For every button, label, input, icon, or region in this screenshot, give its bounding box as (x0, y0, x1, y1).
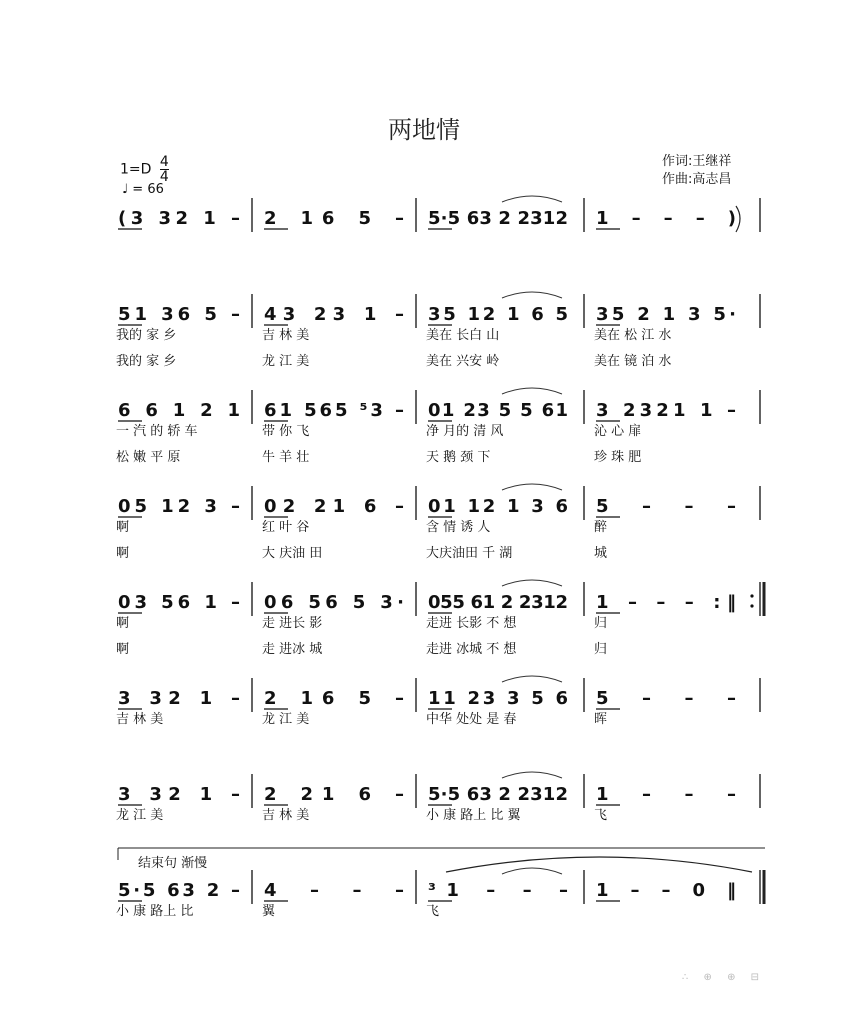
measure-notes: 5 – – – (596, 688, 736, 709)
lyric-text: 飞 (594, 808, 608, 823)
lyric-text: 啊 (116, 546, 130, 561)
measure-notes: 01 23 5 5 61 (428, 400, 568, 421)
measure-notes: 11 23 3 5 6 (428, 688, 568, 709)
measure-notes: 3 2321 1 – (596, 400, 736, 421)
measure-notes: 03 56 1 – (118, 592, 240, 613)
slur (502, 772, 562, 778)
lyric-text: 我的 家 乡 (116, 328, 177, 343)
measure-notes: 35 12 1 6 5 (428, 304, 568, 325)
composer: 作曲:高志昌 (662, 172, 732, 187)
lyric-text: 归 (594, 616, 608, 631)
measure-notes: 055 61 2 2312 (428, 592, 568, 613)
lyric-text: 含 情 诱 人 (426, 520, 491, 535)
lyric-text: 松 嫩 平 原 (116, 450, 181, 465)
lyric-text: 走进 冰城 不 想 (426, 642, 517, 657)
lyric-text: 啊 (116, 642, 130, 657)
slur (502, 868, 562, 874)
measure-notes: 1 – – – :‖ (596, 592, 736, 613)
lyric-text: 走 进长 影 (262, 616, 323, 631)
slur (502, 196, 562, 202)
measure-notes: 6 6 1 2 1 (118, 400, 240, 421)
measure-notes: 2 21 6 – (264, 784, 404, 805)
measure-notes: 61 565 ⁵3 – (264, 400, 404, 421)
measure-notes: 5·5 63 2 2312 (428, 208, 568, 229)
lyric-text: 飞 (426, 904, 440, 919)
lyric-text: 归 (594, 642, 608, 657)
song-title: 两地情 (388, 116, 460, 144)
measure-notes: 06 56 5 3· (264, 592, 404, 613)
lyric-text: 大 庆油 田 (262, 546, 323, 561)
lyric-text: 沁 心 扉 (594, 424, 642, 439)
lyric-text: 天 鹅 颈 下 (426, 450, 491, 465)
lyric-text: 中华 处处 是 春 (426, 712, 517, 727)
lyric-text: 晖 (594, 712, 608, 727)
lyric-text: 吉 林 美 (116, 712, 164, 727)
lyric-text: 城 (594, 546, 608, 561)
corner-watermark: ∴ ⊕ ⊕ ⊟ (682, 972, 766, 983)
lyric-text: 啊 (116, 616, 130, 631)
lyric-text: 我的 家 乡 (116, 354, 177, 369)
lyric-text: 一 汽 的 轿 车 (116, 424, 198, 439)
lyric-text: 美在 兴安 岭 (426, 354, 500, 369)
measure-notes: 02 21 6 – (264, 496, 404, 517)
lyric-text: 走进 长影 不 想 (426, 616, 517, 631)
lyric-text: 吉 林 美 (262, 328, 310, 343)
lyric-text: 美在 镜 泊 水 (594, 354, 672, 369)
tempo-value: 66 (147, 182, 164, 197)
measure-notes: 05 12 3 – (118, 496, 240, 517)
ending-note: 结束句 渐慢 (138, 856, 208, 871)
lyric-text: 红 叶 谷 (262, 520, 310, 535)
key-text: 1=D (120, 161, 152, 178)
lyric-text: 龙 江 美 (262, 354, 310, 369)
lyric-text: 小 康 路上 比 (116, 904, 194, 919)
measure-notes: 2 16 5 – (264, 688, 404, 709)
measure-notes: 5 – – – (596, 496, 736, 517)
quarter-note-icon: ♩ = (122, 182, 144, 197)
measure-notes: 1 – – – (596, 784, 736, 805)
measure-notes: 3 32 1 – (118, 784, 240, 805)
measure-notes: 01 12 1 3 6 (428, 496, 568, 517)
lyric-text: 啊 (116, 520, 130, 535)
lyric-text: 珍 珠 肥 (594, 450, 642, 465)
measure-notes: 2 16 5 – (264, 208, 404, 229)
slur (502, 676, 562, 682)
lyric-text: 带 你 飞 (262, 424, 310, 439)
lyric-text: 牛 羊 壮 (262, 450, 310, 465)
closing-paren (736, 206, 740, 232)
time-top: 4 (159, 154, 169, 170)
slur (502, 484, 562, 490)
measure-notes: 1 – – – ) (596, 208, 736, 229)
measure-notes: 35 2 1 3 5· (596, 304, 736, 325)
lyric-text: 吉 林 美 (262, 808, 310, 823)
lyric-text: 醉 (594, 520, 608, 535)
repeat-dot (750, 604, 753, 607)
lyric-text: 龙 江 美 (116, 808, 164, 823)
repeat-dot (750, 594, 753, 597)
measure-notes: ³1 – – – (428, 880, 568, 901)
lyricist: 作词:王继祥 (662, 154, 732, 169)
slur (502, 388, 562, 394)
measure-notes: 43 23 1 – (264, 304, 404, 325)
measure-notes: 1 – – 0 ‖ (596, 880, 736, 901)
lyric-text: 翼 (262, 904, 276, 919)
lyric-text: 大庆油田 千 湖 (426, 546, 513, 561)
slur (502, 580, 562, 586)
lyric-text: 龙 江 美 (262, 712, 310, 727)
measure-notes: 3 32 1 – (118, 688, 240, 709)
lyric-text: 走 进冰 城 (262, 642, 323, 657)
measure-notes: (3 32 1 – (118, 208, 240, 229)
measure-notes: 5·5 63 2 2312 (428, 784, 568, 805)
time-bottom: 4 (159, 169, 169, 185)
lyric-text: 小 康 路上 比 翼 (426, 808, 521, 823)
slur (502, 292, 562, 298)
measure-notes: 5·5 63 2 – (118, 880, 240, 901)
measure-notes: 51 36 5 – (118, 304, 240, 325)
measure-notes: 4 – – – (264, 880, 404, 901)
lyric-text: 美在 松 江 水 (594, 328, 672, 343)
lyric-text: 美在 长白 山 (426, 328, 500, 343)
lyric-text: 净 月的 清 风 (426, 424, 504, 439)
tie-arc (446, 857, 752, 872)
